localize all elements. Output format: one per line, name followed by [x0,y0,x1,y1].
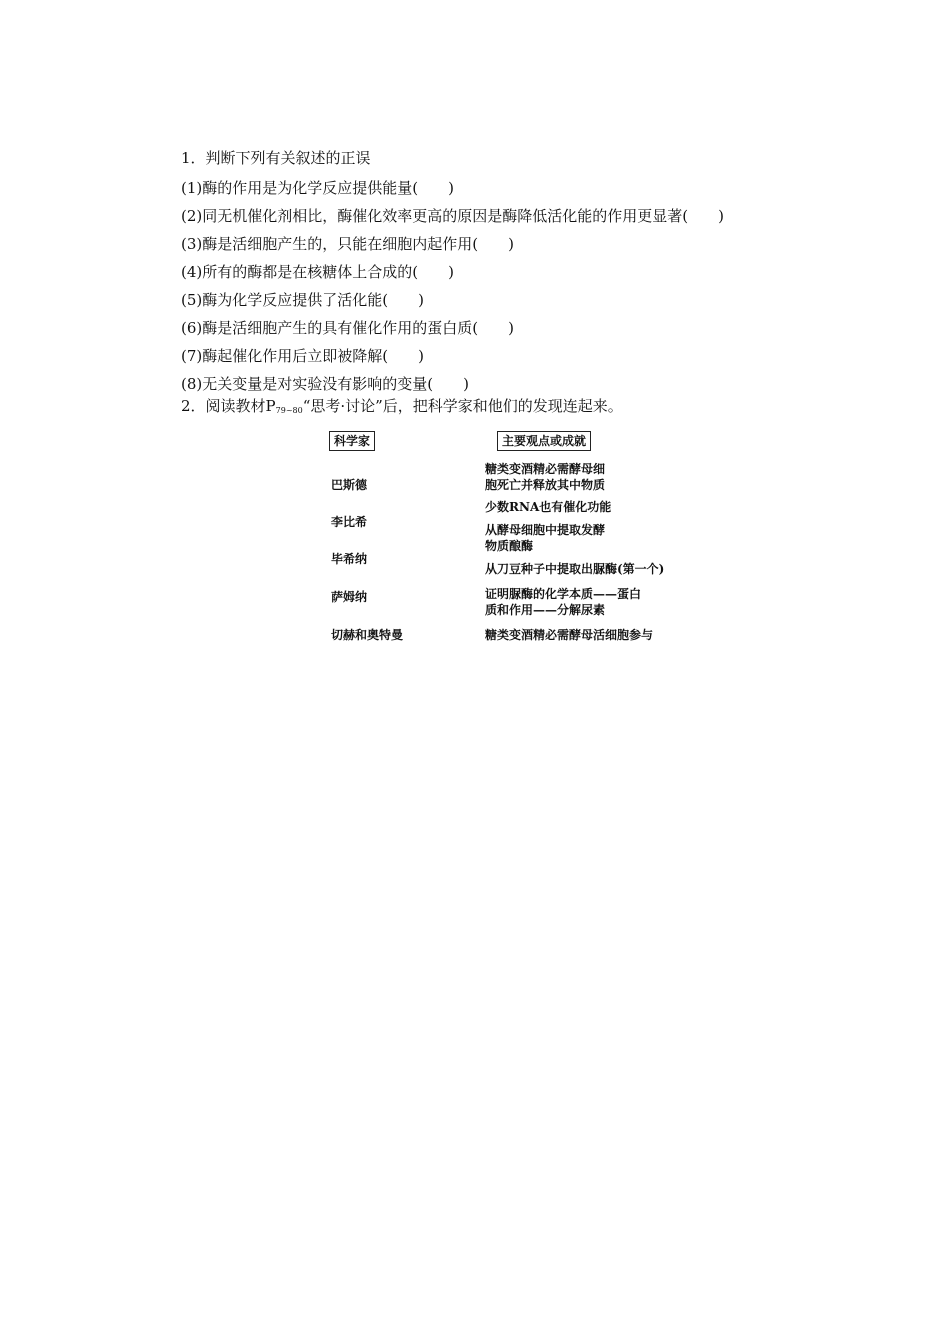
achievement-item [485,461,605,493]
statement-item: (6)酶是活细胞产生的具有催化作用的蛋白质( ) [181,319,514,337]
achievement-line: 糖类变酒精必需酵母细 [485,462,606,476]
statement-item: (2)同无机催化剂相比，酶催化效率更高的原因是酶降低活化能的作用更显著( ) [181,207,724,225]
statement-item: (4)所有的酶都是在核糖体上合成的( ) [181,263,454,281]
statement-item: (3)酶是活细胞产生的，只能在细胞内起作用( ) [181,235,514,253]
scientist-name: 萨姆纳 [331,590,368,604]
achievement-line: 质和作用——分解尿素 [485,603,606,617]
scientist-name: 切赫和奥特曼 [331,628,404,642]
achievement-item [485,627,653,643]
question-2-prefix: 2．阅读教材P [181,397,276,415]
question-2-suffix: “思考·讨论”后，把科学家和他们的发现连起来。 [302,397,623,415]
statement-item: (1)酶的作用是为化学反应提供能量( ) [181,179,454,197]
achievement-line: 物质酿酶 [485,539,534,553]
statement-item: (7)酶起催化作用后立即被降解( ) [181,347,424,365]
achievement-line: 胞死亡并释放其中物质 [485,478,606,492]
scientist-name: 毕希纳 [331,552,368,566]
question-1-items [181,174,724,398]
statement-item: (8)无关变量是对实验没有影响的变量( ) [181,375,469,393]
scientist-name: 巴斯德 [331,478,368,492]
question-2-heading [181,396,623,421]
achievements-header: 主要观点或成就 [497,431,591,451]
achievement-item [485,561,664,577]
achievement-item [485,499,611,515]
scientists-header: 科学家 [329,431,375,451]
achievement-line: 证明脲酶的化学本质——蛋白 [485,587,642,601]
achievement-line: 糖类变酒精必需酵母活细胞参与 [485,628,654,642]
question-1-heading: 1．判断下列有关叙述的正误 [181,149,371,167]
achievement-line: 少数RNA也有催化功能 [485,500,612,514]
achievement-line: 从刀豆种子中提取出脲酶(第一个) [485,562,665,576]
scientist-name: 李比希 [331,515,368,529]
matching-figure [325,431,695,646]
achievement-item [485,522,605,554]
achievement-line: 从酵母细胞中提取发酵 [485,523,606,537]
statement-item: (5)酶为化学反应提供了活化能( ) [181,291,424,309]
page-reference: 79~80 [275,406,303,415]
achievement-item [485,586,641,618]
